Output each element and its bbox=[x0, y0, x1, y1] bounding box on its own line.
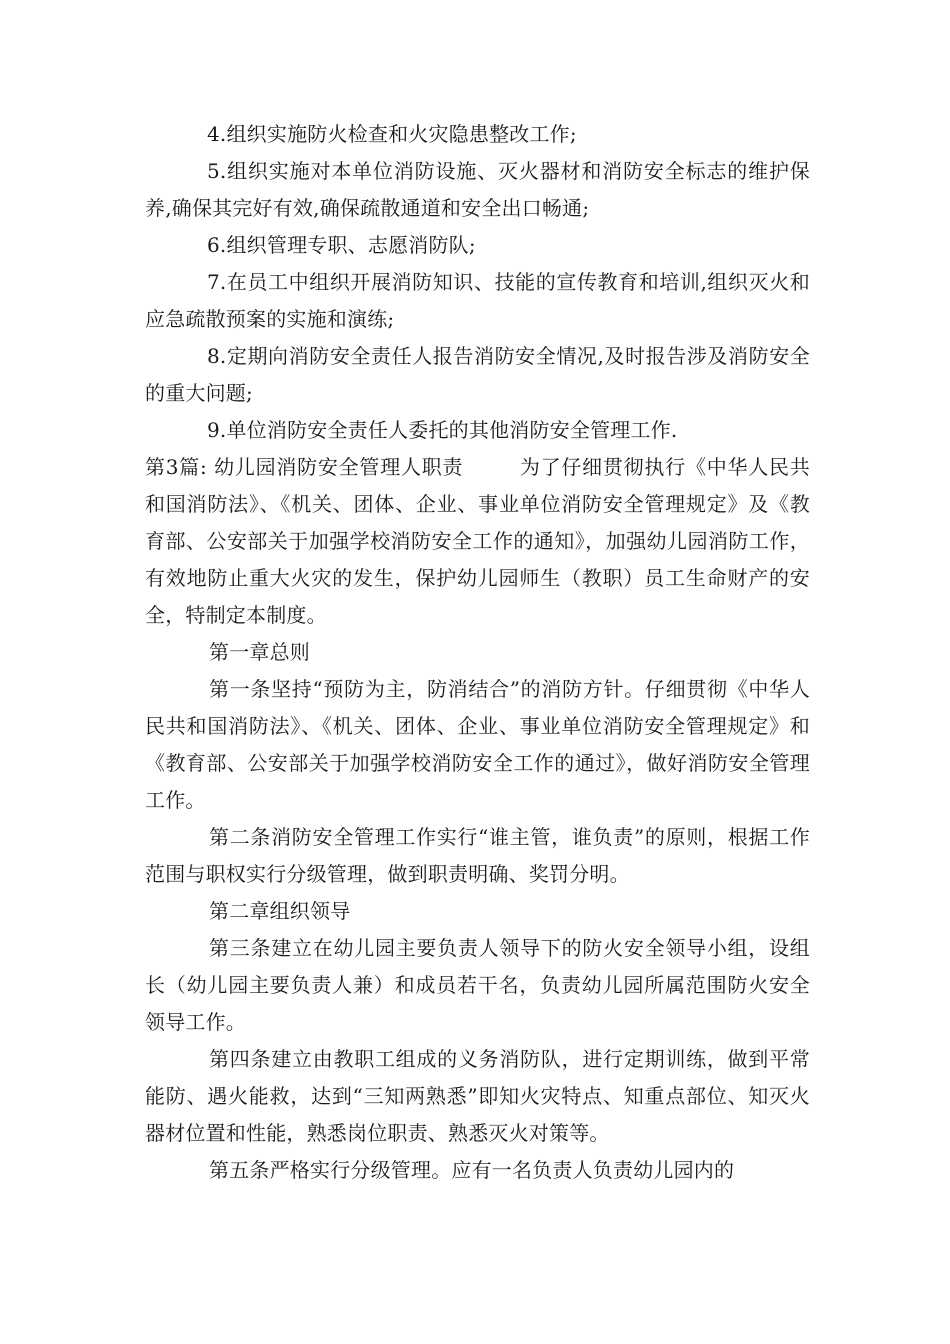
article-2: 第二条消防安全管理工作实行“谁主管，谁负责”的原则，根据工作范围与职权实行分级管理，做到职责明确、奖罚分明。 bbox=[145, 825, 810, 886]
article-1: 第一条坚持“预防为主，防消结合”的消防方针。仔细贯彻《中华人民共和国消防法》、《机关、团体、企业、事业单位消防安全管理规定》和《教育部、公安部关于加强学校消防安全工作的通过》，做好消防安全管理工作。 bbox=[145, 677, 810, 812]
list-item: 7.在员工中组织开展消防知识、技能的宣传教育和培训,组织灭火和应急疏散预案的实施和演练; bbox=[145, 270, 810, 331]
article-3: 第三条建立在幼儿园主要负责人领导下的防火安全领导小组，设组长（幼儿园主要负责人兼）和成员若干名，负责幼儿园所属范围防火安全领导工作。 bbox=[145, 936, 810, 1034]
article-5: 第五条严格实行分级管理。应有一名负责人负责幼儿园内的 bbox=[209, 1158, 735, 1182]
list-item: 6.组织管理专职、志愿消防队; bbox=[207, 233, 476, 257]
list-item: 9.单位消防安全责任人委托的其他消防安全管理工作. bbox=[207, 418, 678, 442]
list-item: 4.组织实施防火检查和火灾隐患整改工作; bbox=[207, 122, 577, 146]
list-item: 5.组织实施对本单位消防设施、灭火器材和消防安全标志的维护保养,确保其完好有效,确保疏散通道和安全出口畅通; bbox=[145, 159, 810, 220]
section-3-intro: 为了仔细贯彻执行《中华人民共和国消防法》、《机关、团体、企业、事业单位消防安全管理规定》及《教育部、公安部关于加强学校消防安全工作的通知》，加强幼儿园消防工作，有效地防止重大火灾的发生，保护幼儿园师生（教职）员工生命财产的安全，特制定本制度。 bbox=[145, 455, 810, 627]
chapter-1-heading: 第一章总则 bbox=[209, 640, 310, 664]
chapter-2-heading: 第二章组织领导 bbox=[209, 899, 351, 923]
section-3-title: 第3篇: 幼儿园消防安全管理人职责 bbox=[145, 455, 464, 479]
section-3-paragraph bbox=[145, 449, 810, 634]
document-body bbox=[145, 116, 810, 1189]
list-item: 8.定期向消防安全责任人报告消防安全情况,及时报告涉及消防安全的重大问题; bbox=[145, 344, 810, 405]
article-4: 第四条建立由教职工组成的义务消防队，进行定期训练，做到平常能防、遇火能救，达到“三知两熟悉”即知火灾特点、知重点部位、知灭火器材位置和性能，熟悉岗位职责、熟悉灭火对策等。 bbox=[145, 1047, 810, 1145]
